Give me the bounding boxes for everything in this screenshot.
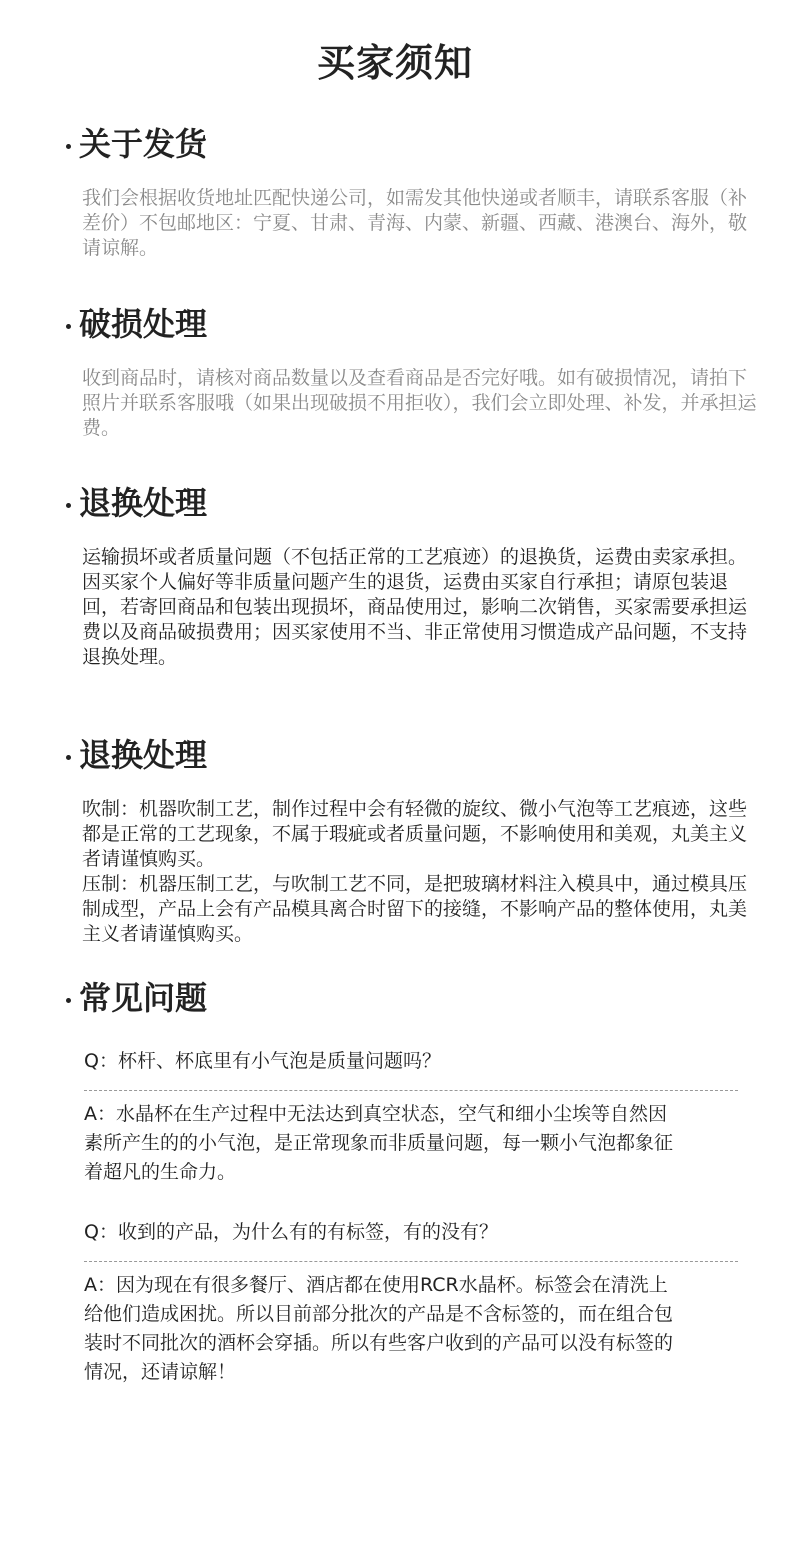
faq-divider <box>84 1261 738 1262</box>
paragraph: 运输损坏或者质量问题（不包括正常的工艺痕迹）的退换货，运费由卖家承担。 <box>82 546 748 568</box>
faq-divider <box>84 1090 738 1091</box>
section-heading <box>66 483 207 523</box>
paragraph: 因买家个人偏好等非质量问题产生的退货，运费由买家自行承担；请原包装退回，若寄回商品和包装出现损坏，商品使用过，影响二次销售，买家需要承担运费以及商品破损费用；因买家使用不当、非正常使用习惯造成产品问题，不支持退换处理。 <box>82 571 748 668</box>
section-heading <box>66 735 207 775</box>
faq-question: Q：收到的产品，为什么有的有标签，有的没有？ <box>84 1221 498 1243</box>
paragraph: 压制：机器压制工艺，与吹制工艺不同，是把玻璃材料注入模具中，通过模具压制成型，产品上会有产品模具离合时留下的接缝，不影响产品的整体使用，丸美主义者请谨慎购买。 <box>82 873 748 945</box>
bullet-dot-icon <box>66 144 71 149</box>
faq-answer: A：水晶杯在生产过程中无法达到真空状态，空气和细小尘埃等自然因素所产生的的小气泡，是正常现象而非质量问题，每一颗小气泡都象征着超凡的生命力。 <box>84 1103 674 1183</box>
section-body <box>82 366 762 441</box>
bullet-dot-icon <box>66 503 71 508</box>
bullet-dot-icon <box>66 324 71 329</box>
bullet-dot-icon <box>66 755 71 760</box>
section-heading <box>66 304 207 344</box>
faq-answer: A：因为现在有很多餐厅、酒店都在使用RCR水晶杯。标签会在清洗上给他们造成困扰。所以目前部分批次的产品是不含标签的，而在组合包装时不同批次的酒杯会穿插。所以有些客户收到的产品可以没有标签的情况，还请谅解！ <box>84 1274 674 1383</box>
section-heading-text: 关于发货 <box>79 125 208 163</box>
paragraph: 吹制：机器吹制工艺，制作过程中会有轻微的旋纹、微小气泡等工艺痕迹，这些都是正常的工艺现象，不属于瑕疵或者质量问题，不影响使用和美观，丸美主义者请谨慎购买。 <box>82 798 748 870</box>
section-body <box>82 186 762 261</box>
section-body <box>82 545 762 670</box>
paragraph: 我们会根据收货地址匹配快递公司，如需发其他快递或者顺丰，请联系客服（补差价）不包邮地区：宁夏、甘肃、青海、内蒙、新疆、西藏、港澳台、海外，敬请谅解。 <box>82 187 748 259</box>
bullet-dot-icon <box>66 998 71 1003</box>
section-heading <box>66 124 207 164</box>
faq-question: Q：杯杆、杯底里有小气泡是质量问题吗？ <box>84 1050 441 1072</box>
section-heading-text: 破损处理 <box>79 305 208 343</box>
section-heading-text: 常见问题 <box>79 979 208 1017</box>
page-title: 买家须知 <box>316 41 473 85</box>
paragraph: 收到商品时，请核对商品数量以及查看商品是否完好哦。如有破损情况，请拍下照片并联系客服哦（如果出现破损不用拒收），我们会立即处理、补发，并承担运费。 <box>82 367 757 439</box>
section-body <box>82 797 762 947</box>
section-heading <box>66 978 207 1018</box>
section-heading-text: 退换处理 <box>79 736 208 774</box>
section-heading-text: 退换处理 <box>79 484 208 522</box>
